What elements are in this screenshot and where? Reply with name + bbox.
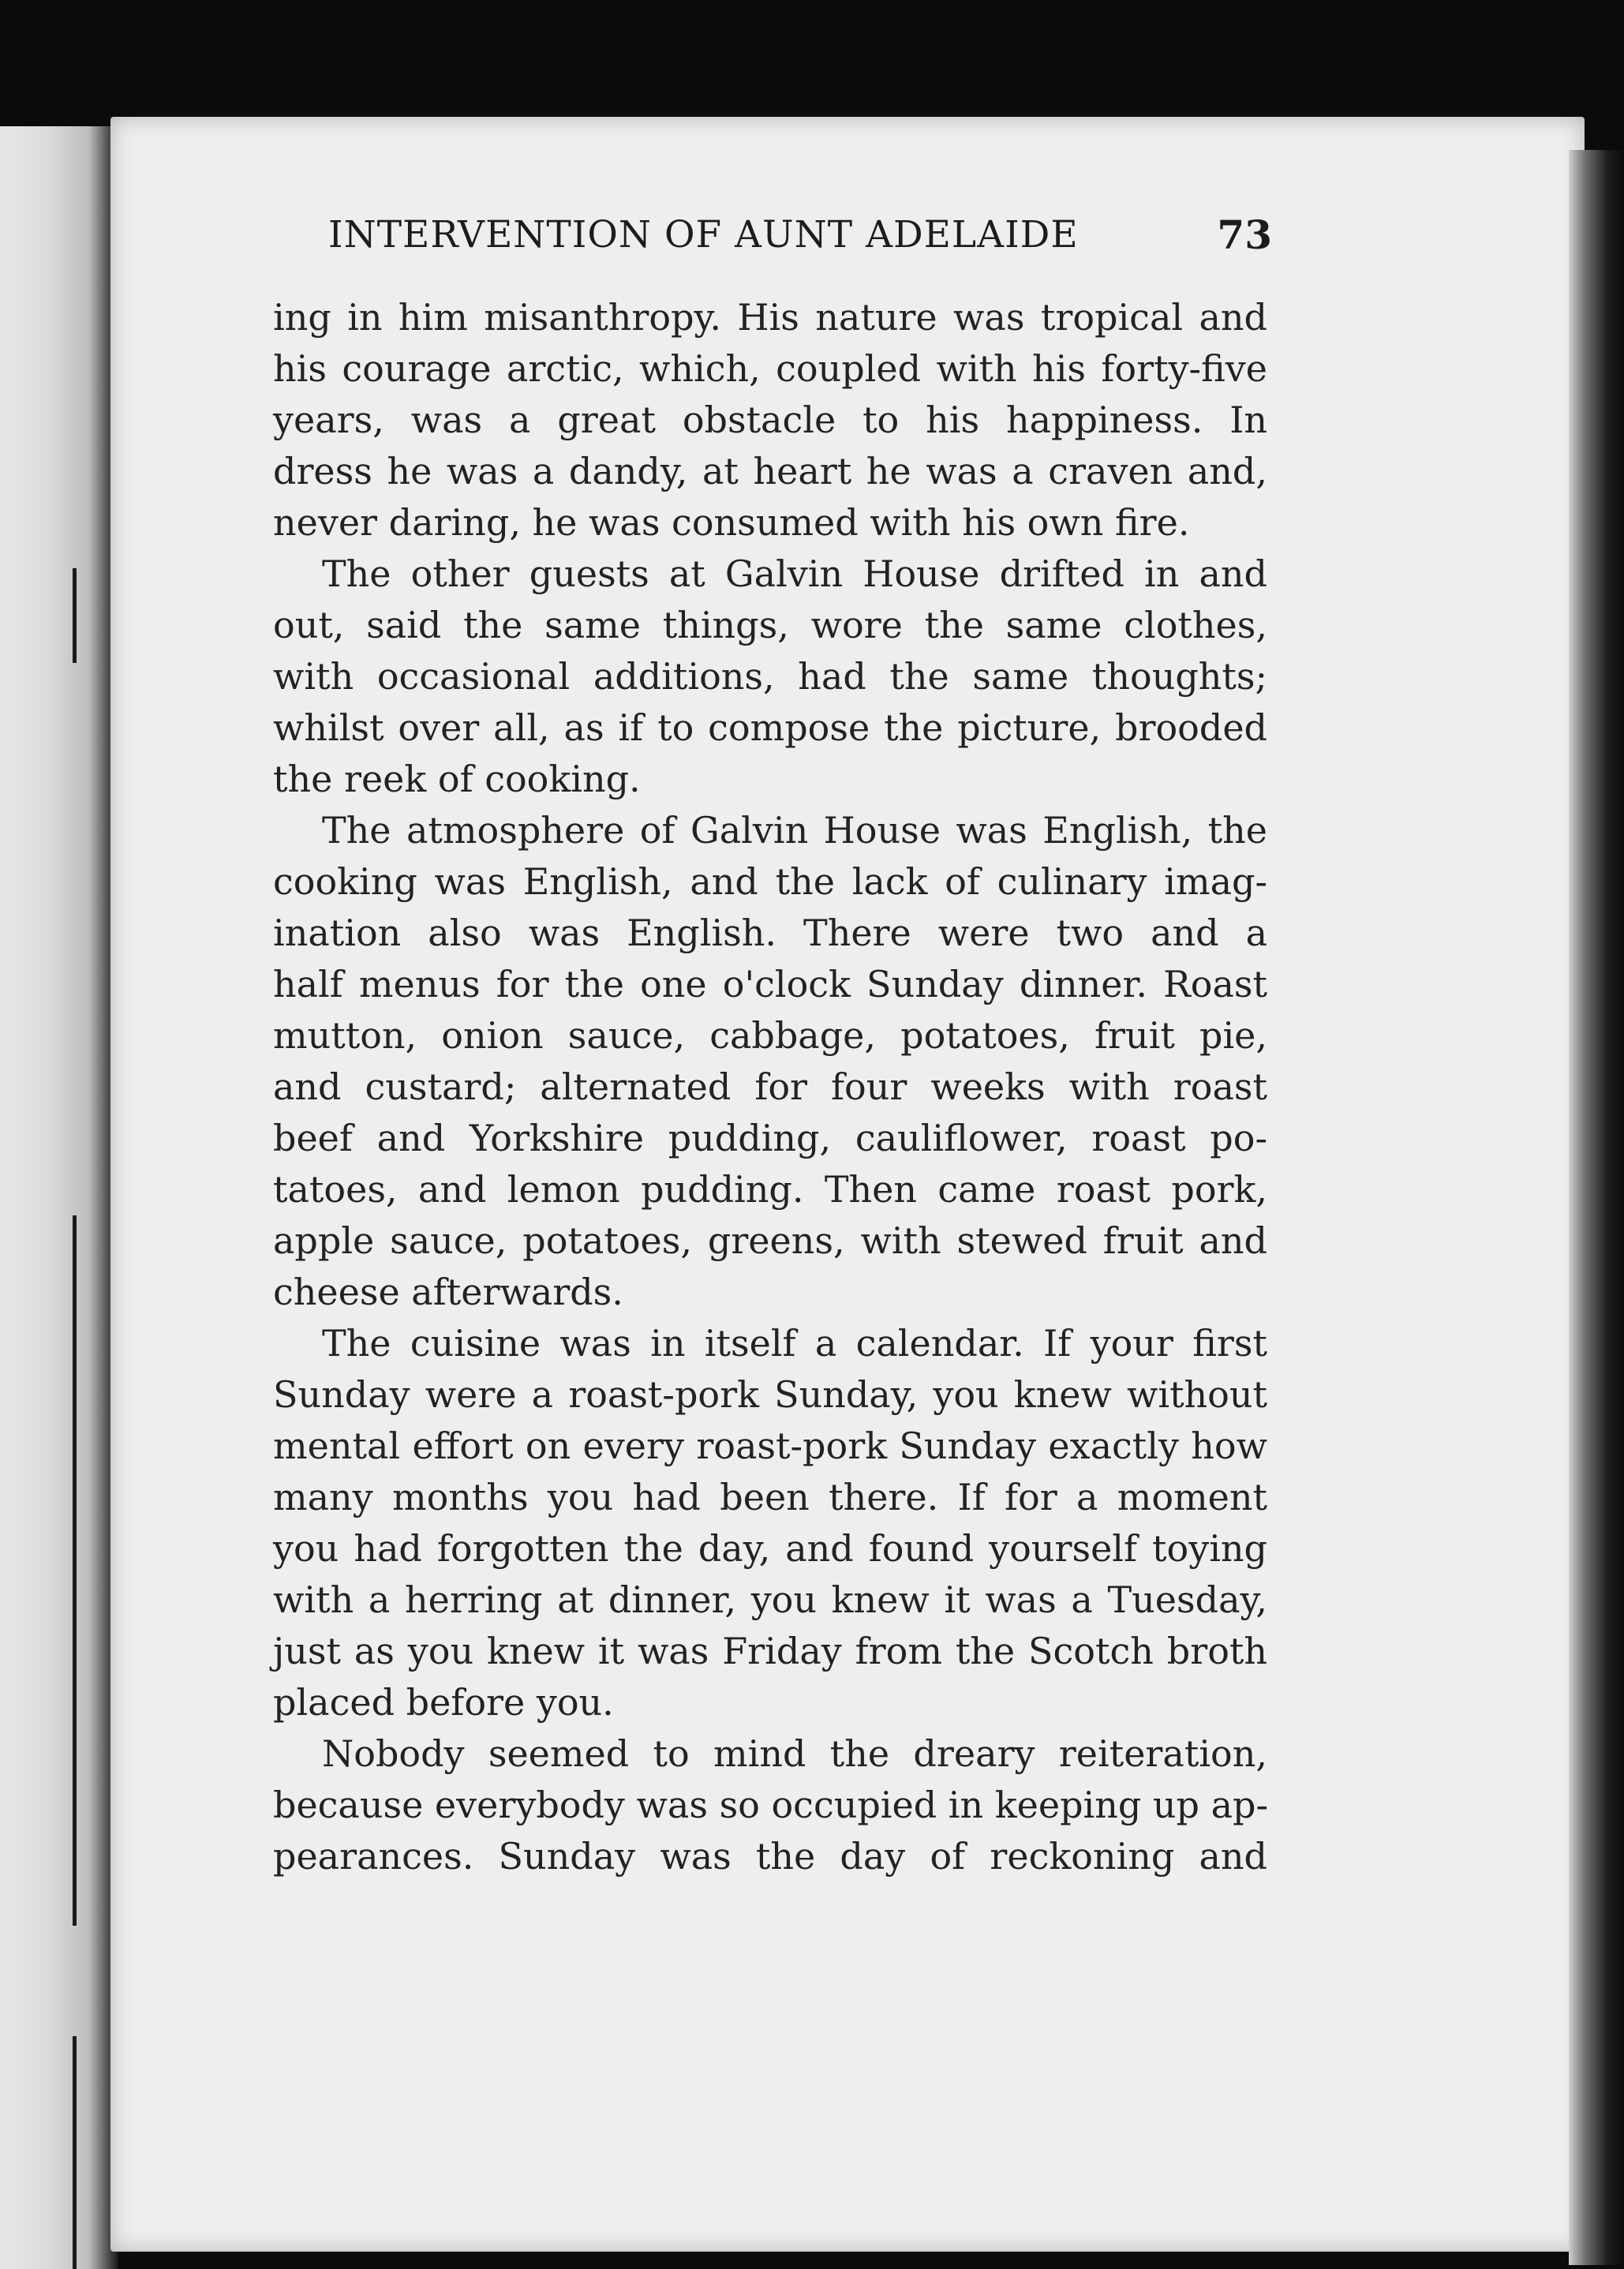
running-title: INTERVENTION OF AUNT ADELAIDE <box>328 213 1079 256</box>
body-text <box>273 292 1267 1882</box>
text-line: the reek of cooking. <box>273 758 641 800</box>
text-line: half menus for the one o'clock Sunday dinner. Roast <box>273 963 1267 1005</box>
paragraph <box>273 292 1267 549</box>
text-line: beef and Yorkshire pudding, cauliflower, roast po- <box>273 1117 1267 1159</box>
text-line: because everybody was so occupied in keeping up ap- <box>273 1784 1269 1826</box>
paragraph <box>273 805 1267 1318</box>
text-line: with a herring at dinner, you knew it was a Tuesday, <box>273 1578 1267 1621</box>
gutter-mark <box>73 1215 77 1926</box>
text-line: out, said the same things, wore the same clothes, <box>273 604 1267 646</box>
text-line: pearances. Sunday was the day of reckoning and <box>273 1835 1267 1878</box>
text-line: mental effort on every roast-pork Sunday exactly how <box>273 1425 1267 1467</box>
text-line: Nobody seemed to mind the dreary reiteration, <box>322 1732 1267 1775</box>
text-line: ination also was English. There were two and a <box>273 912 1267 954</box>
text-line: his courage arctic, which, coupled with his forty-five <box>273 347 1267 390</box>
text-line: whilst over all, as if to compose the picture, brooded <box>273 706 1267 749</box>
text-line: and custard; alternated for four weeks with roast <box>273 1065 1267 1108</box>
text-line: The cuisine was in itself a calendar. If your first <box>322 1322 1267 1365</box>
paragraph <box>273 1728 1267 1882</box>
text-line: years, was a great obstacle to his happiness. In <box>273 399 1267 441</box>
text-line: cheese afterwards. <box>273 1271 623 1313</box>
text-line: many months you had been there. If for a moment <box>273 1476 1267 1518</box>
paragraph <box>273 549 1267 805</box>
text-line: tatoes, and lemon pudding. Then came roast pork, <box>273 1168 1267 1211</box>
text-line: Sunday were a roast-pork Sunday, you knew without <box>273 1373 1267 1416</box>
text-line: you had forgotten the day, and found yourself toying <box>273 1527 1267 1570</box>
gutter-mark <box>73 568 77 663</box>
paragraph <box>273 1318 1267 1728</box>
text-line: The atmosphere of Galvin House was English, the <box>322 809 1267 852</box>
page-edge-right <box>1569 150 1624 2265</box>
text-line: The other guests at Galvin House drifted in and <box>322 552 1267 595</box>
text-line: apple sauce, potatoes, greens, with stewed fruit and <box>273 1219 1267 1262</box>
page-number: 73 <box>1217 212 1272 258</box>
text-line: mutton, onion sauce, cabbage, potatoes, fruit pie, <box>273 1014 1267 1057</box>
text-line: cooking was English, and the lack of culinary imag- <box>273 860 1267 903</box>
text-line: placed before you. <box>273 1681 614 1724</box>
text-line: never daring, he was consumed with his own fire. <box>273 501 1190 544</box>
text-line: ing in him misanthropy. His nature was tropical and <box>273 296 1267 339</box>
gutter-mark <box>73 2036 77 2269</box>
text-line: with occasional additions, had the same thoughts; <box>273 655 1267 698</box>
book-gutter <box>0 126 118 2269</box>
text-line: just as you knew it was Friday from the Scotch broth <box>273 1630 1267 1672</box>
text-line: dress he was a dandy, at heart he was a craven and, <box>273 450 1267 492</box>
